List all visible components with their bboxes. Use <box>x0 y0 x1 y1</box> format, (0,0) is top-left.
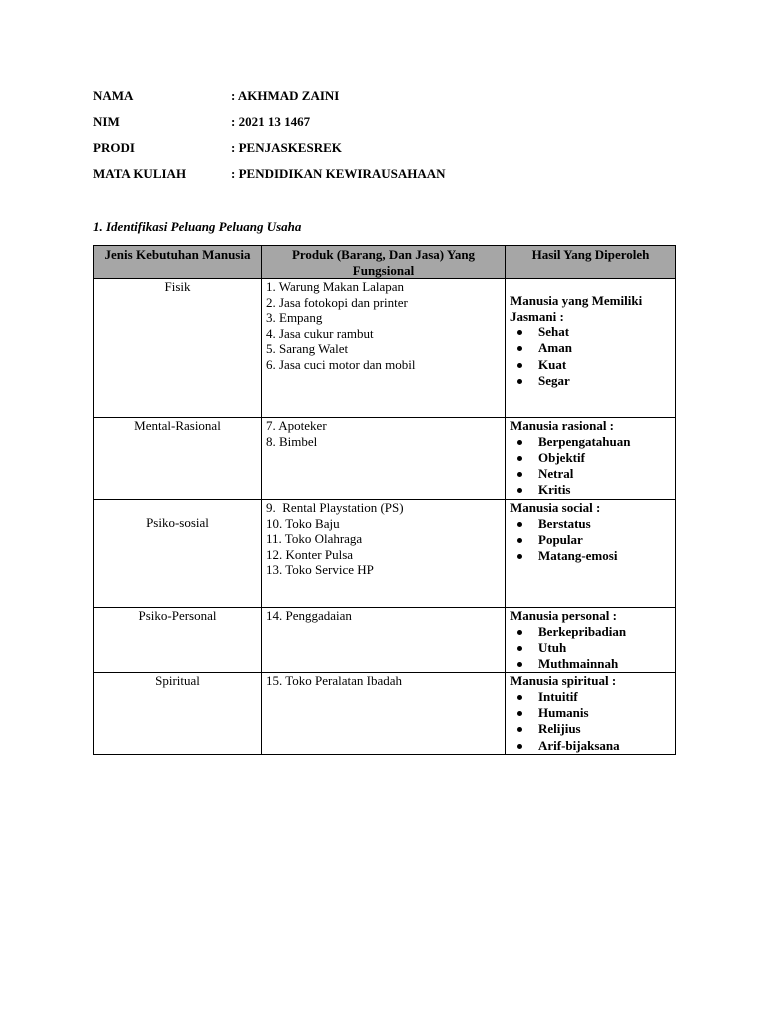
result-text: Berstatus <box>538 515 591 531</box>
category-label: Psiko-sosial <box>146 515 209 530</box>
result-item <box>510 434 671 450</box>
results-cell <box>506 279 676 418</box>
products-cell <box>262 608 506 673</box>
result-item <box>510 482 671 498</box>
info-value: : PENJASKESREK <box>231 140 342 155</box>
product-item: 15. Toko Peralatan Ibadah <box>266 673 403 689</box>
result-title: Manusia spiritual : <box>510 673 617 689</box>
result-item <box>510 721 671 737</box>
products-cell <box>262 279 506 418</box>
products-cell <box>262 418 506 500</box>
info-value: : 2021 13 1467 <box>231 114 311 129</box>
results-cell <box>506 608 676 673</box>
table-row <box>94 608 676 673</box>
result-item <box>510 640 671 656</box>
bullet-icon <box>517 472 522 477</box>
result-item <box>510 324 671 340</box>
opportunity-table <box>93 245 676 755</box>
table-header-row <box>94 246 676 279</box>
info-label: PRODI <box>93 140 135 155</box>
info-row-nim <box>93 113 446 139</box>
category-cell <box>94 500 262 608</box>
result-list <box>510 689 671 754</box>
product-item: 6. Jasa cuci motor dan mobil <box>266 356 416 372</box>
result-item <box>510 624 671 640</box>
column-header: Jenis Kebutuhan Manusia <box>94 246 262 279</box>
result-text: Berpengatahuan <box>538 433 631 449</box>
product-item: 7. Apoteker <box>266 418 327 433</box>
section-title: 1. Identifikasi Peluang Peluang Usaha <box>93 219 302 234</box>
result-list <box>510 434 671 499</box>
info-label: NAMA <box>93 88 134 103</box>
result-item <box>510 450 671 466</box>
bullet-icon <box>517 363 522 368</box>
bullet-icon <box>517 440 522 445</box>
results-cell <box>506 673 676 755</box>
table-row <box>94 673 676 755</box>
info-row-mata-kuliah <box>93 165 446 191</box>
result-list <box>510 624 671 673</box>
student-info <box>93 87 446 191</box>
result-title: Manusia social : <box>510 500 601 515</box>
category-cell: Spiritual <box>94 673 262 755</box>
result-item <box>510 532 671 548</box>
result-text: Matang-emosi <box>538 548 618 564</box>
product-item: 12. Konter Pulsa <box>266 546 354 562</box>
bullet-icon <box>517 662 522 667</box>
bullet-icon <box>517 711 522 716</box>
info-value: : PENDIDIKAN KEWIRAUSAHAAN <box>231 166 446 181</box>
result-text: Relijius <box>538 721 581 737</box>
product-item: 11. Toko Olahraga <box>266 531 363 546</box>
result-title: Manusia rasional : <box>510 418 615 433</box>
result-text: Kritis <box>538 482 571 498</box>
bullet-icon <box>517 646 522 651</box>
result-item <box>510 357 671 373</box>
bullet-icon <box>517 522 522 527</box>
bullet-icon <box>517 488 522 493</box>
result-text: Intuitif <box>538 688 578 704</box>
result-text: Arif-bijaksana <box>538 737 620 753</box>
result-text: Objektif <box>538 449 585 465</box>
bullet-icon <box>517 554 522 559</box>
product-item: 13. Toko Service HP <box>266 562 374 577</box>
product-item: 4. Jasa cukur rambut <box>266 325 374 341</box>
product-item: 10. Toko Baju <box>266 515 340 531</box>
info-row-prodi <box>93 139 446 165</box>
results-cell <box>506 418 676 500</box>
bullet-icon <box>517 538 522 543</box>
result-title: Manusia personal : <box>510 608 617 623</box>
results-cell <box>506 500 676 608</box>
result-text: Utuh <box>538 639 567 655</box>
result-title: Manusia yang Memiliki Jasmani : <box>510 293 643 324</box>
product-item: 1. Warung Makan Lalapan <box>266 279 405 294</box>
products-cell <box>262 500 506 608</box>
product-item: 14. Penggadaian <box>266 608 352 623</box>
result-item <box>510 466 671 482</box>
result-text: Aman <box>538 340 572 356</box>
products-cell <box>262 673 506 755</box>
product-item: 3. Empang <box>266 310 323 325</box>
info-value: : AKHMAD ZAINI <box>231 88 340 103</box>
category-cell: Psiko-Personal <box>94 608 262 673</box>
category-cell: Mental-Rasional <box>94 418 262 500</box>
product-item: 5. Sarang Walet <box>266 341 349 356</box>
result-item <box>510 340 671 356</box>
info-row-nama <box>93 87 446 113</box>
table-row <box>94 418 676 500</box>
column-header: Produk (Barang, Dan Jasa) Yang Fungsional <box>262 246 506 279</box>
bullet-icon <box>517 744 522 749</box>
result-item <box>510 738 671 754</box>
column-header: Hasil Yang Diperoleh <box>506 246 676 279</box>
bullet-icon <box>517 346 522 351</box>
result-text: Sehat <box>538 324 570 339</box>
table-row <box>94 279 676 418</box>
info-label: MATA KULIAH <box>93 166 187 181</box>
table-row <box>94 500 676 608</box>
bullet-icon <box>517 456 522 461</box>
bullet-icon <box>517 630 522 635</box>
result-item <box>510 516 671 532</box>
result-text: Muthmainnah <box>538 656 619 672</box>
bullet-icon <box>517 695 522 700</box>
result-item <box>510 373 671 389</box>
result-item <box>510 656 671 672</box>
product-item: 2. Jasa fotokopi dan printer <box>266 294 408 310</box>
bullet-icon <box>517 379 522 384</box>
result-text: Popular <box>538 531 583 547</box>
result-text: Netral <box>538 466 574 482</box>
result-item <box>510 705 671 721</box>
bullet-icon <box>517 330 522 335</box>
result-text: Humanis <box>538 705 589 721</box>
result-list <box>510 324 671 389</box>
result-text: Berkepribadian <box>538 623 627 639</box>
category-cell: Fisik <box>94 279 262 418</box>
result-item <box>510 689 671 705</box>
result-text: Kuat <box>538 356 567 372</box>
result-item <box>510 548 671 564</box>
product-item: 9. Rental Playstation (PS) <box>266 500 404 515</box>
info-label: NIM <box>93 114 120 129</box>
bullet-icon <box>517 727 522 732</box>
product-item: 8. Bimbel <box>266 433 318 449</box>
result-list <box>510 516 671 565</box>
result-text: Segar <box>538 372 570 388</box>
